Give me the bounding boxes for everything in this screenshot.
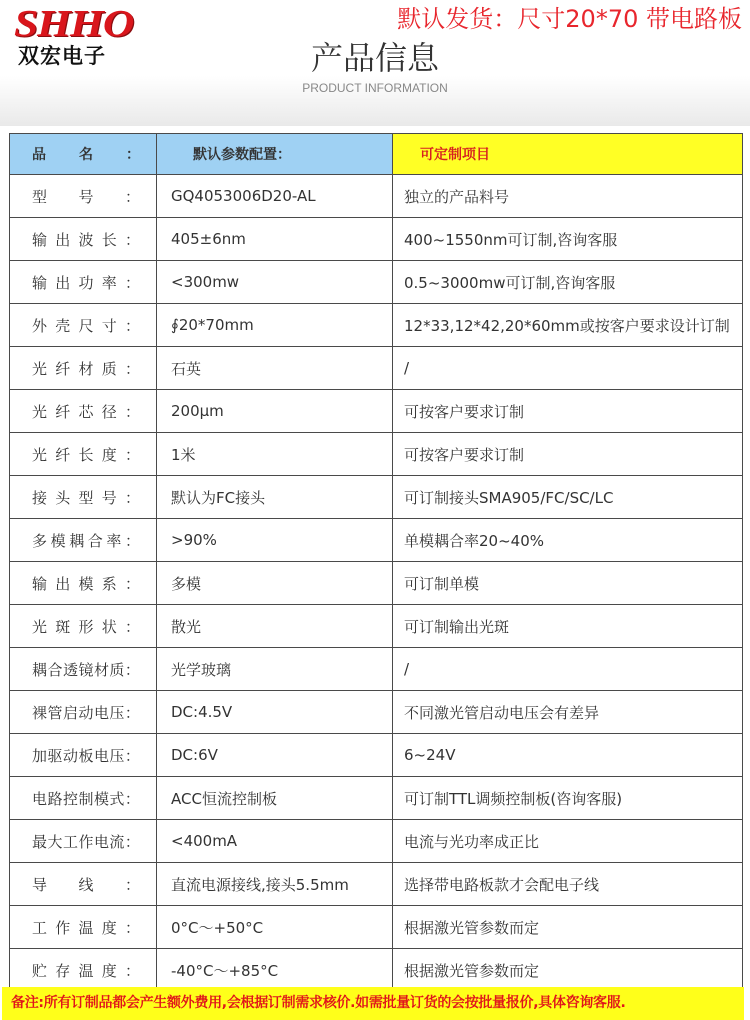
spec-default-value: 光学玻璃: [157, 648, 393, 691]
footer-note: 备注:所有订制品都会产生额外费用,会根据订制需求核价.如需批量订货的会按批量报价,具体咨询客服.: [2, 987, 744, 1020]
spec-customization: 0.5~3000mw可订制,咨询客服: [393, 261, 743, 304]
spec-label-cell: [10, 734, 157, 777]
spec-default-value: GQ4053006D20-AL: [157, 175, 393, 218]
spec-label: 输 出 功 率 ：: [32, 273, 140, 292]
spec-label: 电 路 控 制 模 式 ：: [32, 789, 140, 808]
spec-label: 光 斑 形 状 ：: [32, 617, 140, 636]
spec-customization: 不同激光管启动电压会有差异: [393, 691, 743, 734]
spec-label: 裸 管 启 动 电 压 ：: [32, 703, 140, 722]
spec-default-value: DC:6V: [157, 734, 393, 777]
table-row: [10, 519, 743, 562]
spec-default-value: 默认为FC接头: [157, 476, 393, 519]
spec-customization: /: [393, 648, 743, 691]
spec-label: 光 纤 芯 径 ：: [32, 402, 140, 421]
spec-default-value: >90%: [157, 519, 393, 562]
spec-default-value: 直流电源接线,接头5.5mm: [157, 863, 393, 906]
spec-label-cell: [10, 261, 157, 304]
spec-label-cell: [10, 433, 157, 476]
spec-label: 多 模 耦 合 率 ：: [32, 531, 140, 550]
spec-customization: 独立的产品料号: [393, 175, 743, 218]
spec-default-value: ∮20*70mm: [157, 304, 393, 347]
table-row: [10, 949, 743, 992]
spec-customization: 可订制TTL调频控制板(咨询客服): [393, 777, 743, 820]
spec-customization: 可订制单模: [393, 562, 743, 605]
spec-default-value: -40°C～+85°C: [157, 949, 393, 992]
table-row: [10, 863, 743, 906]
spec-default-value: 散光: [157, 605, 393, 648]
spec-label-cell: [10, 605, 157, 648]
spec-label-cell: [10, 175, 157, 218]
spec-label: 工 作 温 度 ：: [32, 918, 140, 937]
spec-label-cell: [10, 218, 157, 261]
spec-label-cell: [10, 691, 157, 734]
spec-label-cell: [10, 347, 157, 390]
table-row: [10, 605, 743, 648]
spec-label: 输 出 模 系 ：: [32, 574, 140, 593]
spec-default-value: ACC恒流控制板: [157, 777, 393, 820]
spec-default-value: DC:4.5V: [157, 691, 393, 734]
spec-customization: 可订制输出光斑: [393, 605, 743, 648]
table-row: [10, 648, 743, 691]
spec-customization: 选择带电路板款才会配电子线: [393, 863, 743, 906]
spec-customization: /: [393, 347, 743, 390]
logo-company-name: 双宏电子: [18, 44, 106, 68]
spec-label: 光 纤 材 质 ：: [32, 359, 140, 378]
table-row: [10, 261, 743, 304]
spec-label-cell: [10, 906, 157, 949]
spec-customization: 可按客户要求订制: [393, 433, 743, 476]
table-row: [10, 691, 743, 734]
spec-label-cell: [10, 777, 157, 820]
table-row: [10, 562, 743, 605]
spec-label: 贮 存 温 度 ：: [32, 961, 140, 980]
spec-customization: 6~24V: [393, 734, 743, 777]
spec-default-value: 200μm: [157, 390, 393, 433]
spec-default-value: <400mA: [157, 820, 393, 863]
spec-label: 加 驱 动 板 电 压 ：: [32, 746, 140, 765]
spec-label-cell: [10, 519, 157, 562]
spec-default-value: 405±6nm: [157, 218, 393, 261]
spec-customization: 可订制接头SMA905/FC/SC/LC: [393, 476, 743, 519]
page-title: 产品信息: [310, 39, 439, 77]
table-row: [10, 390, 743, 433]
page-header: [0, 0, 750, 133]
spec-label-cell: [10, 820, 157, 863]
spec-label-cell: [10, 304, 157, 347]
spec-default-value: 1米: [157, 433, 393, 476]
header-product-name-label: 品 名 ：: [32, 147, 140, 163]
spec-label-cell: [10, 390, 157, 433]
table-row: [10, 347, 743, 390]
spec-default-value: 0°C～+50°C: [157, 906, 393, 949]
spec-customization: 可按客户要求订制: [393, 390, 743, 433]
spec-customization: 根据激光管参数而定: [393, 949, 743, 992]
logo-wordmark: SHHO: [14, 3, 134, 45]
spec-default-value: <300mw: [157, 261, 393, 304]
spec-label-cell: [10, 949, 157, 992]
table-row: [10, 304, 743, 347]
table-row: [10, 476, 743, 519]
spec-default-value: 多模: [157, 562, 393, 605]
spec-label: 接 头 型 号 ：: [32, 488, 140, 507]
spec-label-cell: [10, 648, 157, 691]
table-row: [10, 820, 743, 863]
table-row: [10, 777, 743, 820]
page-subtitle: PRODUCT INFORMATION: [302, 81, 448, 95]
header-customizable: 可定制项目: [393, 134, 743, 175]
table-row: [10, 218, 743, 261]
spec-default-value: 石英: [157, 347, 393, 390]
spec-customization: 根据激光管参数而定: [393, 906, 743, 949]
spec-label-cell: [10, 562, 157, 605]
table-row: [10, 906, 743, 949]
table-row: [10, 175, 743, 218]
table-row: [10, 734, 743, 777]
spec-customization: 12*33,12*42,20*60mm或按客户要求设计订制: [393, 304, 743, 347]
spec-label: 耦 合 透 镜 材 质 ：: [32, 660, 140, 679]
spec-label: 外 壳 尺 寸 ：: [32, 316, 140, 335]
spec-label-cell: [10, 476, 157, 519]
spec-label: 导 线 ：: [32, 875, 140, 894]
header-product-name: [10, 134, 157, 175]
spec-customization: 400~1550nm可订制,咨询客服: [393, 218, 743, 261]
spec-customization: 单模耦合率20~40%: [393, 519, 743, 562]
spec-table: [9, 133, 743, 992]
header-default-config: 默认参数配置：: [157, 134, 393, 175]
spec-label: 输 出 波 长 ：: [32, 230, 140, 249]
table-row: [10, 433, 743, 476]
promo-banner: 默认发货：尺寸20*70 带电路板: [397, 5, 742, 33]
spec-customization: 电流与光功率成正比: [393, 820, 743, 863]
spec-label: 最 大 工 作 电 流 ：: [32, 832, 140, 851]
spec-label: 型 号 ：: [32, 187, 140, 206]
spec-label: 光 纤 长 度 ：: [32, 445, 140, 464]
spec-table-header: [10, 134, 743, 175]
spec-label-cell: [10, 863, 157, 906]
